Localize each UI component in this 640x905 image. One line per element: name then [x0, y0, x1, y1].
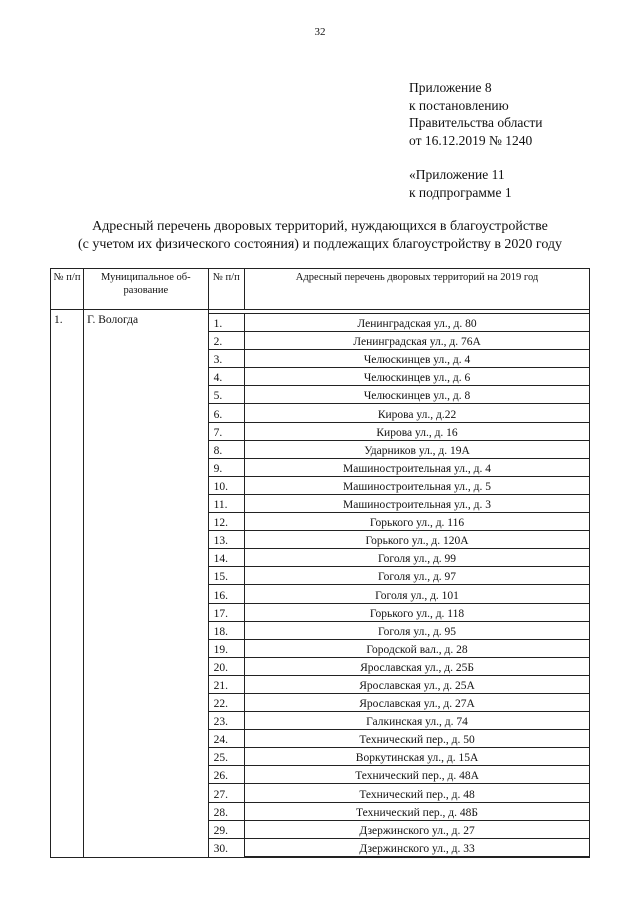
row-number: 21. [209, 675, 245, 693]
row-number: 20. [209, 657, 245, 675]
row-address: Дзержинского ул., д. 27 [245, 820, 589, 838]
table-row [209, 494, 589, 512]
row-number: 5. [209, 386, 245, 404]
row-number: 7. [209, 422, 245, 440]
table-row [209, 440, 589, 458]
header-municipality: Муниципальное об-разование [84, 269, 208, 310]
table-header-row [51, 269, 590, 310]
table-row [209, 603, 589, 621]
row-address: Машиностроительная ул., д. 4 [245, 458, 589, 476]
row-address: Челюскинцев ул., д. 4 [245, 350, 589, 368]
table-row [209, 585, 589, 603]
row-address: Гоголя ул., д. 99 [245, 549, 589, 567]
page-number: 32 [314, 26, 326, 38]
row-number: 15. [209, 567, 245, 585]
table-row [209, 368, 589, 386]
row-address: Челюскинцев ул., д. 8 [245, 386, 589, 404]
row-address: Кирова ул., д.22 [245, 404, 589, 422]
table-row [209, 802, 589, 820]
row-address: Гоголя ул., д. 95 [245, 621, 589, 639]
table-row [209, 820, 589, 838]
sub-appendix-line: к подпрограмме 1 [409, 184, 512, 200]
row-address: Технический пер., д. 50 [245, 730, 589, 748]
title-line-1: Адресный перечень дворовых территорий, нуждающихся в благоустройстве [92, 219, 548, 234]
address-table [50, 268, 590, 858]
row-address: Гоголя ул., д. 101 [245, 585, 589, 603]
row-address: Горького ул., д. 116 [245, 513, 589, 531]
table-row [209, 386, 589, 404]
table-row [209, 458, 589, 476]
table-row [209, 693, 589, 711]
row-address: Ленинградская ул., д. 76А [245, 332, 589, 350]
appendix-line: от 16.12.2019 № 1240 [409, 132, 533, 148]
appendix-block [409, 79, 542, 149]
table-row [209, 314, 589, 332]
row-number: 24. [209, 730, 245, 748]
header-num2: № п/п [209, 269, 245, 309]
table-row [209, 567, 589, 585]
table-row [209, 476, 589, 494]
row-number: 25. [209, 748, 245, 766]
sub-appendix-line: «Приложение 11 [409, 167, 505, 182]
table-row [209, 838, 589, 856]
row-number: 27. [209, 784, 245, 802]
row-number: 17. [209, 603, 245, 621]
row-number: 28. [209, 802, 245, 820]
table-row [209, 657, 589, 675]
row-address: Машиностроительная ул., д. 3 [245, 494, 589, 512]
row-address: Горького ул., д. 118 [245, 603, 589, 621]
row-address: Ярославская ул., д. 27А [245, 693, 589, 711]
row-number: 9. [209, 458, 245, 476]
row-number: 8. [209, 440, 245, 458]
appendix-line: к постановлению [409, 97, 509, 113]
row-number: 19. [209, 639, 245, 657]
table-group-row [51, 310, 590, 858]
appendix-line: Правительства области [409, 115, 543, 130]
table-row [209, 730, 589, 748]
row-address: Городской вал., д. 28 [245, 639, 589, 657]
table-row [209, 404, 589, 422]
sub-appendix-block [409, 166, 512, 201]
table-row [209, 766, 589, 784]
row-number: 11. [209, 494, 245, 512]
row-address: Машиностроительная ул., д. 5 [245, 476, 589, 494]
row-number: 4. [209, 368, 245, 386]
row-address: Ленинградская ул., д. 80 [245, 314, 589, 332]
row-number: 2. [209, 332, 245, 350]
title-line-2: (с учетом их физического состояния) и подлежащих благоустройству в 2020 году [77, 237, 563, 252]
appendix-line: Приложение 8 [409, 80, 492, 95]
row-address: Воркутинская ул., д. 15А [245, 748, 589, 766]
row-address: Кирова ул., д. 16 [245, 422, 589, 440]
row-address: Технический пер., д. 48 [245, 784, 589, 802]
row-number: 30. [209, 838, 245, 856]
row-address: Ярославская ул., д. 25А [245, 675, 589, 693]
table-row [209, 675, 589, 693]
table-row [209, 639, 589, 657]
address-list-cell [208, 310, 589, 858]
row-address: Галкинская ул., д. 74 [245, 712, 589, 730]
table-row [209, 513, 589, 531]
row-address: Гоголя ул., д. 97 [245, 567, 589, 585]
row-number: 1. [209, 314, 245, 332]
table-row [209, 748, 589, 766]
row-number: 12. [209, 513, 245, 531]
row-address: Ярославская ул., д. 25Б [245, 657, 589, 675]
table-row [209, 712, 589, 730]
row-address: Технический пер., д. 48А [245, 766, 589, 784]
header-address: Адресный перечень дворовых территорий на 2019 год [295, 272, 539, 283]
table-row [209, 621, 589, 639]
table-row [209, 549, 589, 567]
header-right [208, 269, 589, 310]
row-number: 29. [209, 820, 245, 838]
row-number: 16. [209, 585, 245, 603]
row-number: 26. [209, 766, 245, 784]
group-num: 1. [51, 310, 84, 858]
row-number: 13. [209, 531, 245, 549]
group-municipality: Г. Вологда [84, 310, 208, 858]
row-number: 14. [209, 549, 245, 567]
row-address: Технический пер., д. 48Б [245, 802, 589, 820]
row-address: Горького ул., д. 120А [245, 531, 589, 549]
row-number: 6. [209, 404, 245, 422]
row-number: 18. [209, 621, 245, 639]
row-number: 22. [209, 693, 245, 711]
address-list [209, 313, 589, 857]
row-number: 3. [209, 350, 245, 368]
header-num: № п/п [51, 269, 84, 310]
row-number: 23. [209, 712, 245, 730]
table-row [209, 350, 589, 368]
table-row [209, 332, 589, 350]
table-row [209, 422, 589, 440]
table-row [209, 531, 589, 549]
row-address: Ударников ул., д. 19А [245, 440, 589, 458]
row-address: Челюскинцев ул., д. 6 [245, 368, 589, 386]
row-address: Дзержинского ул., д. 33 [245, 838, 589, 856]
table-row [209, 784, 589, 802]
document-title [0, 218, 640, 254]
row-number: 10. [209, 476, 245, 494]
